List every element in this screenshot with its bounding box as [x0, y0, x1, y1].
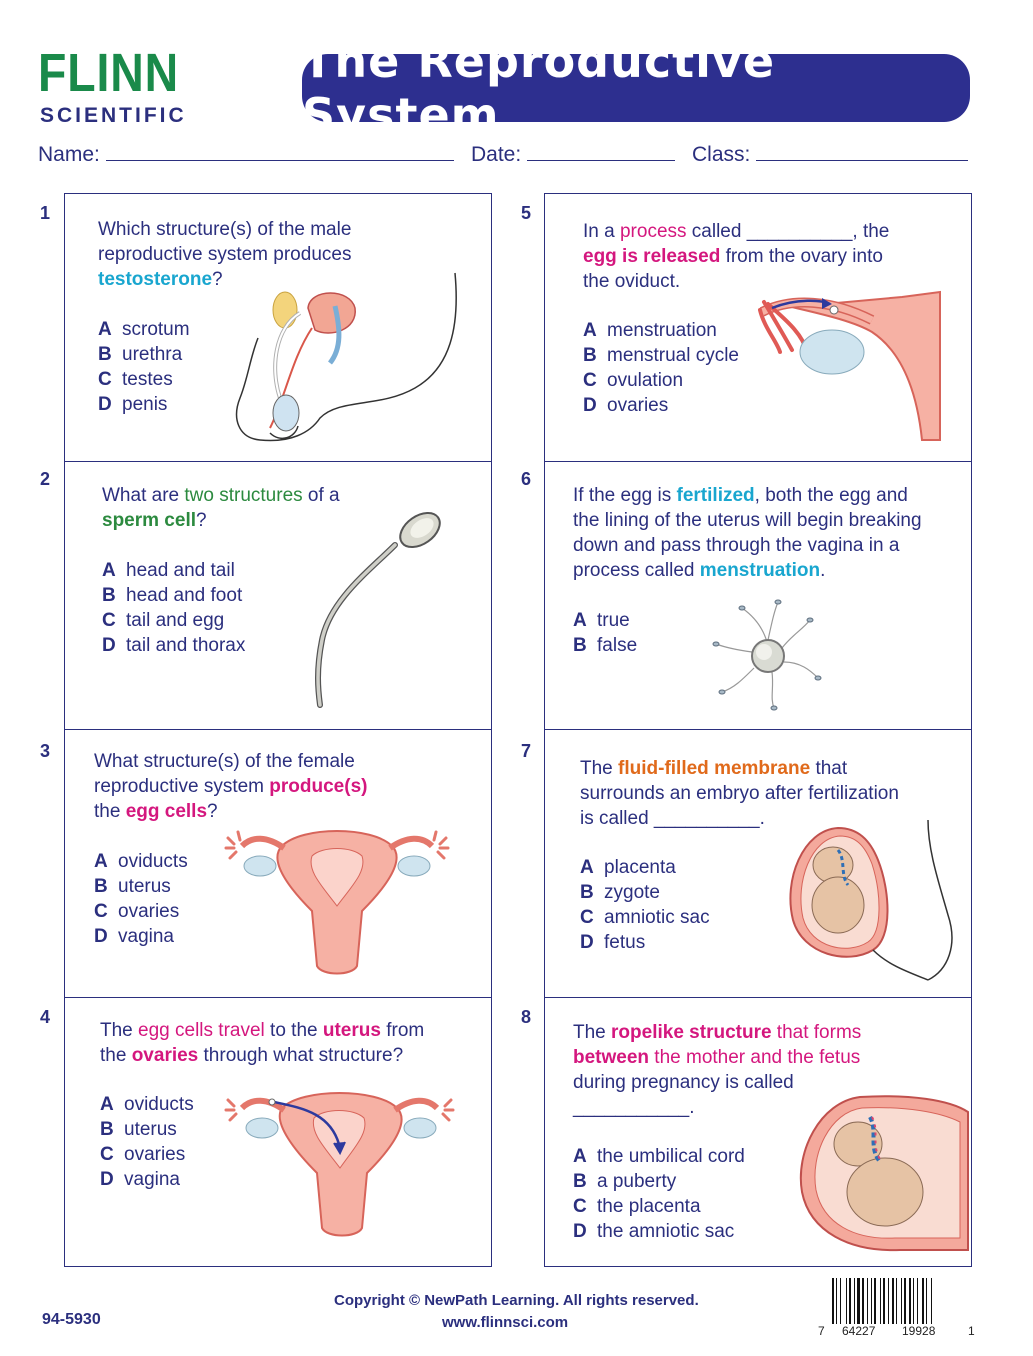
name-blank[interactable]	[106, 140, 454, 161]
question-number: 7	[521, 741, 532, 761]
copyright: Copyright © NewPath Learning. All rights reserved.	[334, 1292, 699, 1309]
option-c[interactable]: C testes	[98, 369, 173, 390]
question-text: Which structure(s) of the male reproductive system produces testosterone?	[98, 219, 352, 290]
option-d[interactable]: D penis	[98, 394, 168, 415]
barcode-bar	[931, 1278, 932, 1324]
question-text: The egg cells travel to the uterus from the ovaries through what structure?	[100, 1020, 425, 1066]
option-b[interactable]: B head and foot	[102, 585, 243, 606]
answer-options	[94, 849, 188, 949]
male-reproductive-illustration	[230, 268, 460, 443]
option-b[interactable]: B uterus	[100, 1119, 177, 1140]
question-number: 3	[40, 741, 51, 761]
logo-flinn: FLINN	[38, 43, 180, 103]
option-c[interactable]: C ovulation	[583, 370, 684, 391]
option-a[interactable]: A true	[573, 610, 630, 631]
name-field[interactable]: Name:	[38, 140, 454, 167]
barcode-bar	[909, 1278, 911, 1324]
option-d[interactable]: D vagina	[94, 926, 174, 947]
question-number: 6	[521, 469, 532, 489]
option-d[interactable]: D the amniotic sac	[573, 1221, 735, 1242]
option-c[interactable]: C ovaries	[94, 901, 180, 922]
option-d[interactable]: D vagina	[100, 1169, 180, 1190]
barcode-bar	[922, 1278, 924, 1324]
barcode-digits-group2: 19928	[902, 1324, 936, 1338]
option-c[interactable]: C tail and egg	[102, 610, 225, 631]
barcode-bar	[836, 1278, 837, 1324]
barcode-bar	[854, 1278, 855, 1324]
option-a[interactable]: A menstruation	[583, 320, 717, 341]
barcode-bar	[917, 1278, 918, 1324]
question-text: The ropelike structure that forms between the mother and the fetus during pregnancy is called ___________.	[573, 1022, 862, 1118]
question-text: The fluid-filled membrane that surrounds an embryo after fertilization is called __________.	[580, 758, 899, 829]
barcode-bar	[871, 1278, 872, 1324]
page-title: The Reproductive System	[302, 54, 970, 122]
question-text: What structure(s) of the female reproductive system produce(s) the egg cells?	[94, 751, 368, 822]
answer-options	[580, 855, 710, 955]
barcode-bar	[846, 1278, 847, 1324]
umbilical-cord-illustration	[790, 1092, 970, 1252]
class-blank[interactable]	[756, 140, 968, 161]
barcode-bar	[832, 1278, 834, 1324]
barcode-bar	[904, 1278, 906, 1324]
barcode-bar	[862, 1278, 864, 1324]
answer-options	[100, 1092, 194, 1192]
option-c[interactable]: C ovaries	[100, 1144, 186, 1165]
option-b[interactable]: B zygote	[580, 882, 660, 903]
question-number: 2	[40, 469, 51, 489]
barcode-digits-group1: 64227	[842, 1324, 876, 1338]
date-field[interactable]: Date:	[471, 140, 675, 167]
barcode-bar	[874, 1278, 876, 1324]
option-b[interactable]: B uterus	[94, 876, 171, 897]
answer-options	[583, 318, 739, 418]
barcode-bar	[883, 1278, 885, 1324]
question-number: 4	[40, 1007, 51, 1027]
option-d[interactable]: D fetus	[580, 932, 646, 953]
question-number: 1	[40, 203, 51, 223]
option-c[interactable]: C the placenta	[573, 1196, 701, 1217]
option-a[interactable]: A oviducts	[94, 851, 188, 872]
egg-travel-illustration	[222, 1088, 462, 1238]
question-text: In a process called __________, the egg is released from the ovary into the oviduct.	[583, 221, 890, 292]
question-text: What are two structures of a sperm cell?	[102, 485, 340, 531]
answer-options	[573, 608, 637, 658]
ovulation-illustration	[752, 292, 942, 440]
answer-options	[102, 558, 245, 658]
barcode-digit-left: 7	[818, 1324, 825, 1338]
option-a[interactable]: A head and tail	[102, 560, 235, 581]
answer-options	[573, 1144, 745, 1244]
option-a[interactable]: A the umbilical cord	[573, 1146, 745, 1167]
barcode-bar	[896, 1278, 897, 1324]
option-b[interactable]: B urethra	[98, 344, 183, 365]
product-code: 94-5930	[42, 1311, 101, 1328]
option-d[interactable]: D tail and thorax	[102, 635, 246, 656]
barcode-bar	[840, 1278, 841, 1324]
option-c[interactable]: C amniotic sac	[580, 907, 710, 928]
logo-scientific: SCIENTIFIC	[40, 104, 187, 127]
barcode-bar	[880, 1278, 881, 1324]
option-b[interactable]: B menstrual cycle	[583, 345, 739, 366]
website-link[interactable]: www.flinnsci.com	[442, 1314, 569, 1331]
sperm-cell-illustration	[310, 510, 450, 710]
option-d[interactable]: D ovaries	[583, 395, 669, 416]
question-number: 8	[521, 1007, 532, 1027]
amniotic-sac-illustration	[778, 820, 968, 980]
option-b[interactable]: B false	[573, 635, 638, 656]
date-blank[interactable]	[527, 140, 675, 161]
fertilization-illustration	[712, 600, 822, 710]
class-field[interactable]: Class:	[692, 140, 968, 167]
option-a[interactable]: A scrotum	[98, 319, 190, 340]
female-reproductive-illustration	[222, 826, 452, 976]
barcode-bar	[857, 1278, 860, 1324]
barcode-bar	[892, 1278, 894, 1324]
question-number: 5	[521, 203, 532, 223]
barcode-bars	[832, 1278, 962, 1324]
option-a[interactable]: A oviducts	[100, 1094, 194, 1115]
barcode-bar	[901, 1278, 902, 1324]
barcode-digit-right: 1	[968, 1324, 975, 1338]
barcode-bar	[867, 1278, 868, 1324]
option-a[interactable]: A placenta	[580, 857, 676, 878]
answer-options	[98, 317, 190, 417]
option-b[interactable]: B a puberty	[573, 1171, 677, 1192]
barcode	[818, 1278, 976, 1340]
barcode-bar	[849, 1278, 851, 1324]
barcode-bar	[888, 1278, 889, 1324]
question-text: If the egg is fertilized, both the egg and the lining of the uterus will begin breaking down and pass through the vagina in a process called menstruation.	[573, 485, 922, 581]
barcode-bar	[913, 1278, 914, 1324]
barcode-bar	[926, 1278, 927, 1324]
